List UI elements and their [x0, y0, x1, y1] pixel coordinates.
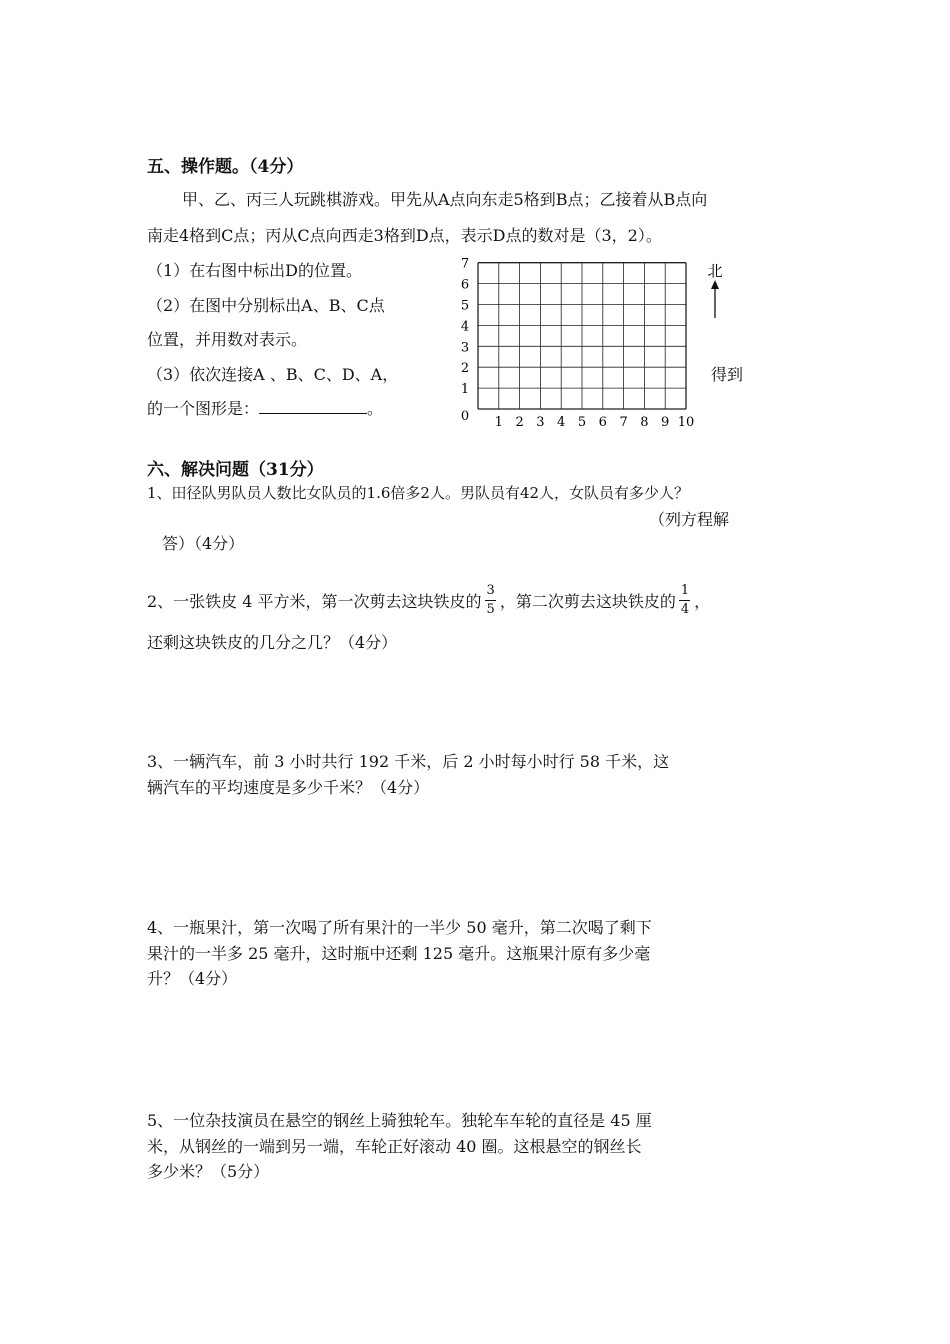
fraction1-numerator: 3: [486, 583, 495, 598]
section5-intro-line2: 南走4格到C点；丙从C点向西走3格到D点，表示D点的数对是（3，2）。: [147, 226, 662, 245]
x-tick-label: 1: [494, 415, 503, 430]
x-tick-label: 3: [536, 415, 545, 430]
answer-blank[interactable]: [259, 397, 367, 414]
section6-title: 六、解决问题（31分）: [147, 460, 324, 480]
problem1-line2: （列方程解: [649, 510, 730, 529]
problem5-line3: 多少米？（5分）: [147, 1162, 270, 1181]
section5-q2-line2: 位置，并用数对表示。: [147, 330, 308, 349]
y-tick-label: 1: [460, 382, 470, 398]
section5-q3-line1: （3）依次连接A 、B、C、D、A，: [147, 365, 399, 384]
x-tick-label: 10: [677, 415, 695, 430]
section5-q2-line1: （2）在图中分别标出A、B、C点: [147, 296, 385, 315]
grid-lines: [478, 263, 686, 409]
x-tick-label: 9: [661, 415, 670, 430]
section5-title: 五、操作题。（4分）: [147, 157, 304, 177]
y-tick-label: 3: [460, 340, 470, 356]
fraction2-numerator: 1: [680, 583, 690, 598]
x-tick-label: 8: [640, 415, 649, 430]
y-tick-label: 2: [460, 361, 470, 377]
x-tick-label: 2: [515, 415, 524, 430]
problem5-line2: 米，从钢丝的一端到另一端，车轮正好滚动 40 圈。这根悬空的钢丝长: [147, 1137, 642, 1156]
section5-q1: （1）在右图中标出D的位置。: [147, 261, 363, 280]
fraction-one-quarter: [679, 584, 691, 617]
q3-line2-prefix: 的一个图形是：: [147, 399, 260, 418]
fraction-three-fifths: [485, 584, 497, 617]
x-tick-label: 5: [577, 415, 587, 430]
problem4-line3: 升？（4分）: [147, 969, 238, 988]
problem4-line1: 4、一瓶果汁，第一次喝了所有果汁的一半少 50 毫升，第二次喝了剩下: [147, 918, 652, 937]
section5-q3-tail: 得到: [711, 365, 744, 384]
problem4-line2: 果汁的一半多 25 毫升，这时瓶中还剩 125 毫升。这瓶果汁原有多少毫: [147, 944, 651, 963]
y-tick-label: 4: [460, 319, 470, 335]
problem1-line1: 1、田径队男队员人数比女队员的1.6倍多2人。男队员有42人，女队员有多少人？: [147, 484, 690, 502]
fraction2-denominator: 4: [680, 602, 690, 617]
north-label: 北: [707, 262, 723, 280]
north-arrow-icon: [711, 280, 719, 318]
coordinate-grid[interactable]: [450, 252, 750, 437]
section5-intro-line1: 甲、乙、丙三人玩跳棋游戏。甲先从A点向东走5格到B点；乙接着从B点向: [182, 190, 708, 209]
problem2-line2: 还剩这块铁皮的几分之几？（4分）: [147, 633, 398, 652]
problem2-suffix: ，: [694, 592, 711, 611]
problem2-middle: ，第二次剪去这块铁皮的: [499, 592, 676, 611]
y-axis-labels: [461, 257, 469, 397]
x-tick-label: 4: [557, 415, 566, 430]
problem2-prefix: 2、一张铁皮 4 平方米，第一次剪去这块铁皮的: [147, 592, 482, 611]
x-tick-label: 7: [619, 415, 628, 430]
problem3-line2: 辆汽车的平均速度是多少千米？（4分）: [147, 778, 430, 797]
problem1-line3: 答）（4分）: [162, 534, 245, 553]
y-tick-label: 5: [460, 298, 470, 314]
origin-label: 0: [460, 409, 470, 424]
x-axis-labels: [495, 415, 695, 430]
q3-line2-suffix: 。: [367, 399, 384, 418]
x-tick-label: 6: [598, 415, 607, 430]
problem3-line1: 3、一辆汽车，前 3 小时共行 192 千米，后 2 小时每小时行 58 千米，这: [147, 752, 670, 771]
problem5-line1: 5、一位杂技演员在悬空的钢丝上骑独轮车。独轮车车轮的直径是 45 厘: [147, 1111, 652, 1130]
fraction1-denominator: 5: [486, 602, 495, 617]
problem2-line1: [147, 584, 710, 617]
section5-q3-line2: [147, 396, 383, 419]
y-tick-label: 6: [460, 277, 470, 293]
y-tick-label: 7: [460, 256, 470, 272]
